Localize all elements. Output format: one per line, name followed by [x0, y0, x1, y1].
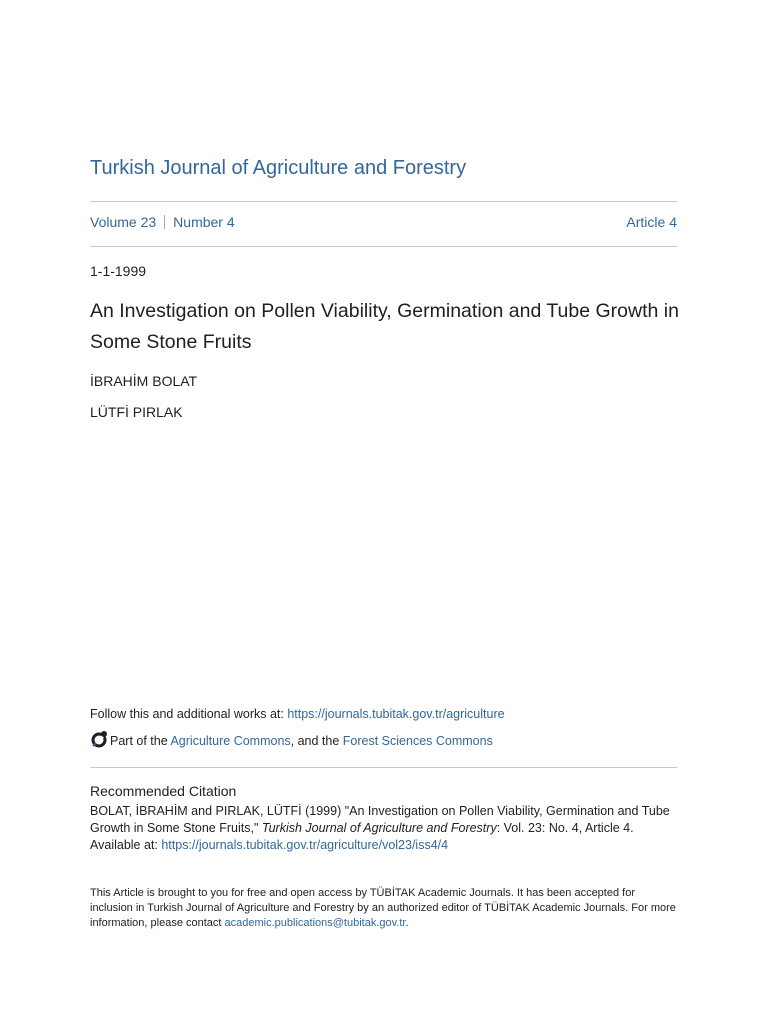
access-notice-text: This Article is brought to you for free and open access by TÜBİTAK Academic Journals. It has been accepted for inclusion in Turkish Journal of Agriculture and Forestry by an authorized editor of TÜBİTAK Academic Journals. For more information, please contact — [90, 887, 676, 929]
follow-prefix: Follow this and additional works at: — [90, 707, 288, 721]
divider-top — [90, 201, 677, 202]
issue-bar-left — [90, 214, 235, 230]
access-notice-end: . — [405, 917, 409, 929]
issue-bar — [90, 214, 677, 232]
available-prefix: Available at: — [90, 838, 162, 852]
agriculture-commons-link[interactable]: Agriculture Commons — [170, 734, 291, 748]
recommended-citation — [90, 803, 680, 854]
issue-separator — [164, 215, 165, 229]
divider-bottom — [90, 246, 677, 247]
part-of-line — [90, 730, 493, 750]
author-2: LÜTFİ PIRLAK — [90, 404, 183, 420]
publication-date: 1-1-1999 — [90, 263, 147, 279]
issue-bar-right — [626, 214, 677, 230]
forest-sciences-commons-link[interactable]: Forest Sciences Commons — [342, 734, 493, 748]
author-1: İBRAHİM BOLAT — [90, 373, 198, 389]
number-link[interactable]: Number 4 — [173, 214, 235, 230]
citation-volume: : Vol. 23: No. 4, Article 4. — [496, 821, 634, 835]
contact-email-link[interactable]: academic.publications@tubitak.gov.tr — [224, 917, 406, 929]
journal-title-link[interactable]: Turkish Journal of Agriculture and Forestry — [90, 157, 467, 179]
follow-link[interactable]: https://journals.tubitak.gov.tr/agriculture — [287, 707, 505, 721]
access-notice — [90, 886, 680, 931]
commons-network-icon — [90, 730, 108, 748]
citation-text: BOLAT, İBRAHİM and PIRLAK, LÜTFİ (1999) "An Investigation on Pollen Viability, Germination and Tube Growth in Some Stone Fruits," — [90, 804, 670, 835]
follow-line — [90, 707, 505, 721]
volume-link[interactable]: Volume 23 — [90, 214, 157, 230]
journal-title[interactable] — [90, 157, 466, 180]
citation-journal: Turkish Journal of Agriculture and Forestry — [261, 821, 497, 835]
divider-citation — [90, 767, 677, 768]
article-link[interactable]: Article 4 — [626, 214, 677, 230]
recommended-citation-heading: Recommended Citation — [90, 783, 237, 799]
citation-link[interactable]: https://journals.tubitak.gov.tr/agriculture/vol23/iss4/4 — [161, 838, 449, 852]
part-of-prefix: Part of the — [110, 734, 171, 748]
article-title: An Investigation on Pollen Viability, Germination and Tube Growth in Some Stone Fruits — [90, 300, 679, 353]
part-of-middle: , and the — [290, 734, 343, 748]
